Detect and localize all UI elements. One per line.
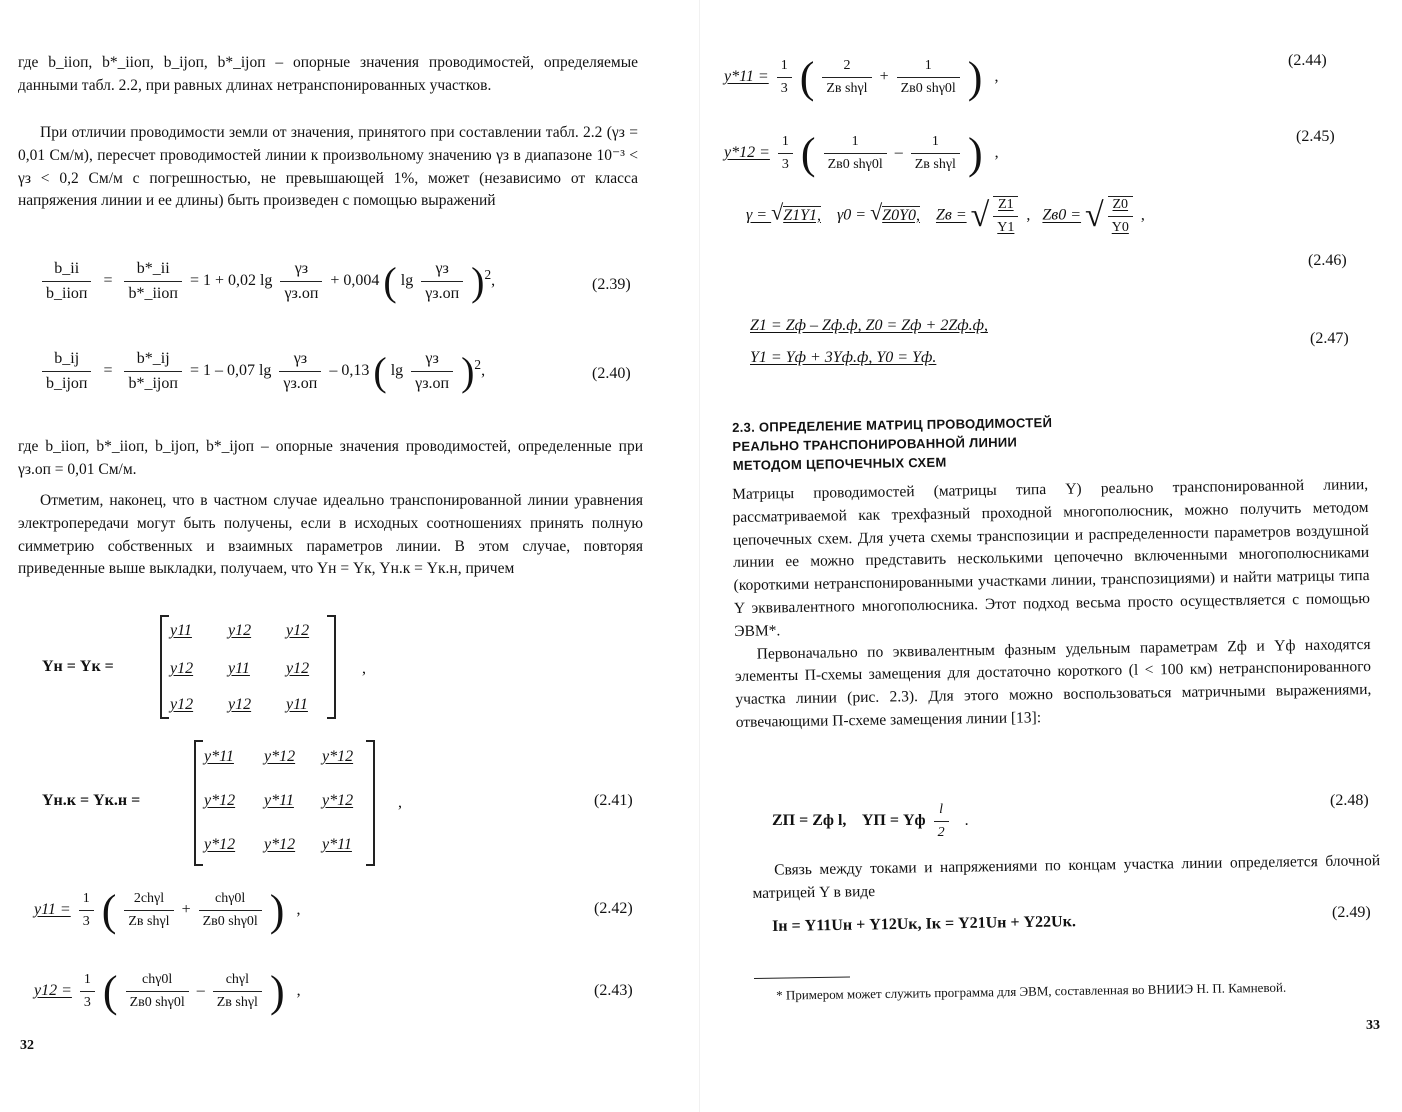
equation-2-43: y12 = $\frac{1}{3}$ ( $\frac{\text{chγ0l}}{\text{Zв0 shγ0l}}$ – $\frac{\text{chγl}}{\text{Zв shγl}}$ ) ,	[34, 967, 301, 1016]
equation-number: (2.43)	[594, 982, 633, 999]
matrix-bracket-left	[194, 740, 203, 866]
left-page	[0, 0, 700, 1112]
matrix-cell: y*12	[204, 836, 236, 853]
equation-number: (2.44)	[1288, 52, 1327, 69]
matrix-cell: y11	[170, 622, 192, 639]
matrix-cell: y*12	[204, 792, 236, 809]
equation-2-46: γ = √Z1Y1, γ0 = √Z0Y0, Zв = √ $\frac{Z1}{Y1}$ , Zв0 = √ $\frac{Z0}{Y0}$ ,	[746, 197, 1145, 235]
matrix-cell: y11	[286, 696, 308, 713]
equation-number: (2.46)	[1308, 252, 1347, 269]
matrix-cell: y*11	[264, 792, 294, 809]
page-number: 32	[20, 1038, 34, 1053]
matrix-bracket-right	[366, 740, 375, 866]
matrix-bracket-left	[160, 615, 169, 719]
equation-number: (2.48)	[1330, 792, 1369, 809]
paragraph: где b_iiоп, b*_iiоп, b_ijоп, b*_ijоп – опорные значения проводимостей, определяемые данными табл. 2.2, при равных длинах нетранспонированных участков.	[18, 54, 638, 94]
matrix-cell: y11	[228, 660, 250, 677]
matrix-cell: y12	[228, 622, 252, 639]
equation-2-45: y*12 = $\frac{1}{3}$ ( $\frac{1}{\text{Zв0 shγ0l}}$ – $\frac{1}{\text{Zв shγl}}$ ) ,	[724, 129, 999, 178]
matrix-lhs: Yн.к = Yк.н =	[42, 792, 141, 809]
matrix-cell: y*11	[322, 836, 352, 853]
equation-number: (2.45)	[1296, 128, 1335, 145]
paragraph: Отметим, наконец, что в частном случае идеально транспонированной линии уравнения электропередачи могут быть получены, если в исходных соотношениях принять полную симметрию собственных и взаимных параметров линии. В этом случае, повторяя приведенные выше выкладки, получаем, что Yн = Yк, Yн.к = Yк.н, причем	[18, 492, 643, 578]
comma: ,	[398, 794, 402, 811]
paragraph: где b_iiоп, b*_iiоп, b_ijоп, b*_ijоп – опорные значения проводимостей, определенные при γз.оп = 0,01 См/м.	[18, 438, 643, 478]
equation-2-49: Iн = Y11Uн + Y12Uк, Iк = Y21Uн + Y22Uк.	[772, 913, 1077, 935]
matrix-cell: y12	[170, 696, 194, 713]
matrix-cell: y*12	[264, 836, 296, 853]
equation-2-44: y*11 = $\frac{1}{3}$ ( $\frac{2}{\text{Zв shγl}}$ + $\frac{1}{\text{Zв0 shγ0l}}$ ) ,	[724, 53, 999, 102]
equation-2-40: $\frac{b\_ij}{\text{b\_ijоп}}$ = $\frac{b*\_ij}{\text{b*\_ijоп}}$ = 1 – 0,07 lg $\frac{\gamma з}{\gamma з.оп}$ – 0,13 ( lg $\frac{\gamma з}{\gamma з.оп}$ )$^2$,	[38, 348, 485, 395]
matrix-cell: y*12	[264, 748, 296, 765]
comma: ,	[362, 660, 366, 677]
matrix-cell: y12	[228, 696, 252, 713]
page-number: 33	[1366, 1018, 1380, 1033]
matrix-cell: y12	[286, 622, 310, 639]
matrix-lhs: Yн = Yк =	[42, 658, 114, 675]
paragraph: Первоначально по эквивалентным фазным удельным параметрам Zф и Yф находятся элементы П-схемы замещения для достаточно короткого (l < 100 км) нетранспонированного участка линии (рис. 2.3). Для этого можно воспользоваться матричными выражениями, отвечающими П-схеме замещения линии [13]:	[734, 635, 1372, 731]
equation-number: (2.42)	[594, 900, 633, 917]
matrix-cell: y*12	[322, 792, 354, 809]
equation-2-48: ZП = Zф l, YП = Yф $\frac{l}{2}$ .	[772, 802, 969, 840]
matrix-bracket-right	[327, 615, 336, 719]
equation-number: (2.41)	[594, 792, 633, 809]
paragraph: Матрицы проводимостей (матрицы типа Y) реально транспонированной линии, рассматриваемой как трехфазный проходной многополюсник, можно получить методом цепочечных схем. Для учета схемы транспозиции и распределенности параметров воздушной линии ее можно представить несколькими цепочечно включенными многополюсниками (короткими нетранспонированными участками линии, транспозициями) и найти матрицы типа Y эквивалентного многополюсника. Этот подход весьма просто осуществляется с помощью ЭВМ*.	[732, 476, 1371, 640]
paragraph: При отличии проводимости земли от значения, принятого при составлении табл. 2.2 (γз = 0,01 См/м), пересчет проводимостей линии к произвольному значению γз в диапазоне 10⁻³ < γз < 0,2 См/м с погрешностью, не превышающей 1%, может (независимо от класса напряжения линии и ее длины) быть произведен с помощью выражений	[18, 124, 638, 210]
right-body	[732, 474, 1372, 735]
equation-2-47: Z1 = Zф – Zф.ф, Z0 = Zф + 2Zф.ф, Y1 = Yф + 3Yф.ф, Y0 = Yф.	[750, 317, 988, 366]
footnote-rule	[754, 976, 850, 979]
paragraph: Связь между токами и напряжениями по концам участка линии определяется блочной матрицей Y в виде	[752, 852, 1381, 902]
footnote: * Примером может служить программа для ЭВМ, составленная во ВНИИЭ Н. П. Камневой.	[776, 979, 1287, 1003]
equation-2-42: y11 = $\frac{1}{3}$ ( $\frac{\text{2chγl}}{\text{Zв shγl}}$ + $\frac{\text{chγ0l}}{\text{Zв0 shγ0l}}$ ) ,	[34, 886, 301, 935]
matrix-cell: y*12	[322, 748, 354, 765]
matrix-cell: y*11	[204, 748, 234, 765]
section-heading: 2.3. ОПРЕДЕЛЕНИЕ МАТРИЦ ПРОВОДИМОСТЕЙ РЕАЛЬНО ТРАНСПОНИРОВАННОЙ ЛИНИИ МЕТОДОМ ЦЕПОЧЕЧНЫХ СХЕМ	[732, 414, 1053, 473]
equation-number: (2.49)	[1332, 904, 1371, 921]
equation-number: (2.39)	[592, 276, 631, 293]
right-page	[700, 0, 1402, 1112]
equation-number: (2.40)	[592, 365, 631, 382]
matrix-cell: y12	[286, 660, 310, 677]
matrix-cell: y12	[170, 660, 194, 677]
equation-number: (2.47)	[1310, 330, 1349, 347]
equation-2-39: $\frac{b\_ii}{\text{b\_iiоп}}$ = $\frac{b*\_ii}{\text{b*\_iiоп}}$ = 1 + 0,02 lg $\frac{\gamma з}{\gamma з.оп}$ + 0,004 ( lg $\frac{\gamma з}{\gamma з.оп}$ )$^2$,	[38, 258, 495, 305]
